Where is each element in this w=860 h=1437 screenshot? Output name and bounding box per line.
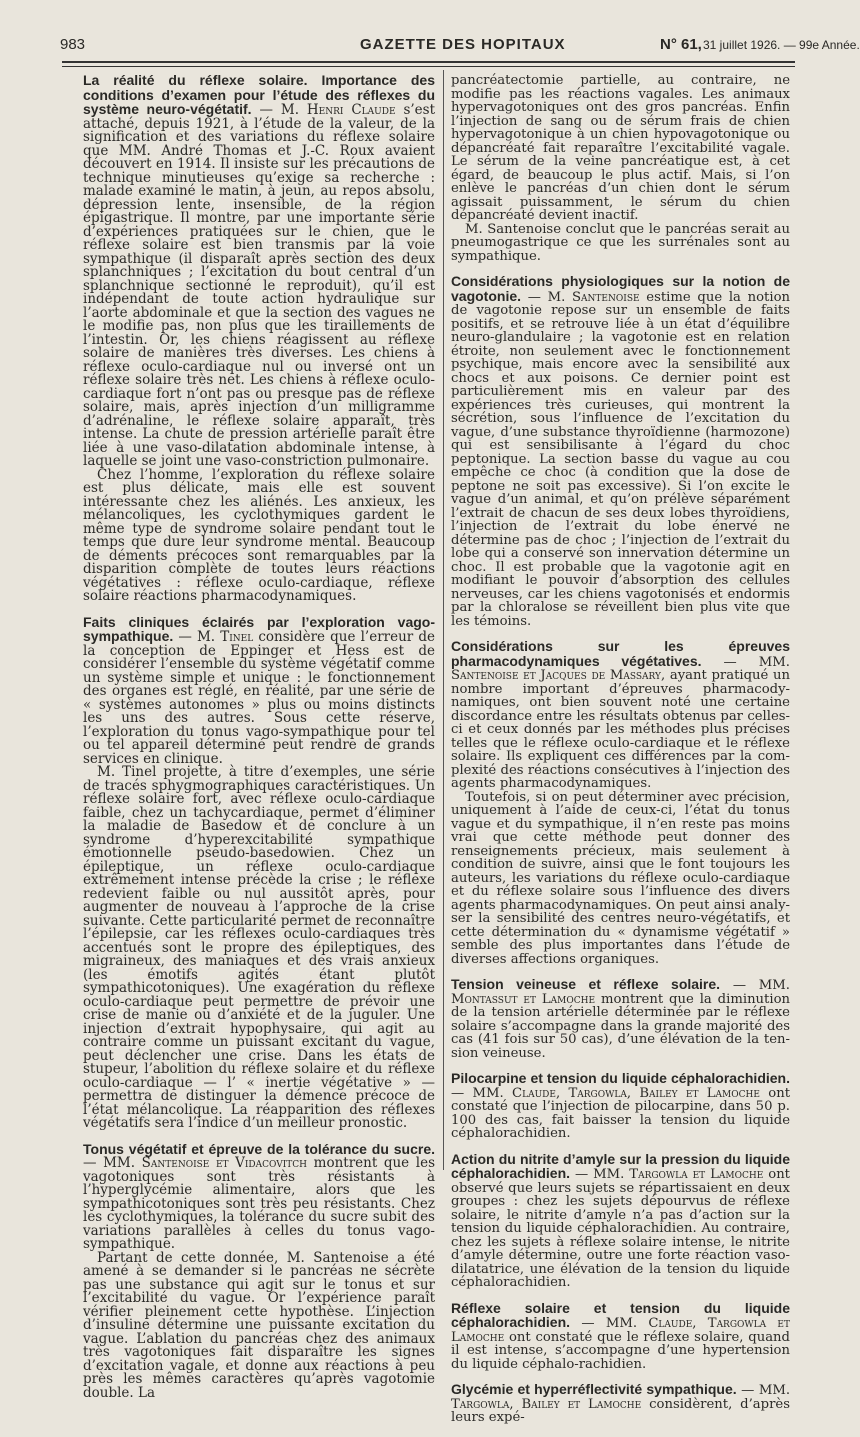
journal-title: GAZETTE DES HOPITAUX (360, 36, 566, 53)
article-reflexe-tension: Réflexe solaire et tension du liquide céphalorachidien. — MM. Claude, Targowla et Lamoche ont constaté que le réflexe solaire, quand il est intense, s’accompagne d’une hypertension du liquide céphalo-rachidien. (451, 1299, 791, 1372)
article-heading: Tension veineuse et réflexe solaire. (451, 976, 721, 992)
article-text: considèrent, d’après leurs expé- (451, 1396, 790, 1425)
left-column (83, 74, 435, 1412)
article-author: M. Henri Claude (280, 102, 396, 118)
article-text: montrent que les vagotoniques sont très résistants à l’hyperglycémie alimentaire, alors que les sympathicotoniques sont très peu résistants. Chez les cyclothymiques, la tolérance du sucre subit des variations parallèles à celles du tonus vago-sympathique. (83, 1155, 435, 1252)
article-text: s’est attaché, depuis 1921, à l’étude de la valeur, de la signification et des variations du réflexe solaire que MM. André Thomas et J.-C. Roux avaient découvert en 1914. Il insiste sur les précautions de technique minutieuses qu’exige sa recherche : malade examiné le matin, à jeun, au repos absolu, dépression lente, insensible, de la région épigastrique. Il montre, par une importante série d’expériences pratiquées sur le chien, que le réflexe solaire est bien transmis par la voie sympathique (il disparaît après section des deux splanchniques ; l’excitation du bout central d’un splanchnique sectionné le reproduit), qu’il est indépendant de toute action hydraulique sur l’aorte abdominale et que la section des vagues ne le modifie pas, non plus que les tiraillements de l’intestin. Or, les chiens réagissent au réflexe solaire de manières très diverses. Les chiens à réflexe oculo-cardiaque nul ou inversé ont un réflexe solaire très net. Les chiens à réflexe oculo-cardiaque fort n’ont pas ou presque pas de réflexe solaire, mais, après injection d’un milligramme d’adrénaline, le réflexe solaire apparaît, très intense. La chute de pression artérielle paraît être liée à une vaso-dilatation abdominale intense, à laquelle se joint une vaso-constriction pulmonaire. (83, 102, 435, 469)
article-text: estime que la notion de vagotonie repose sur un ensemble de faits positifs, et se retrouve liée à un état d’équilibre neuro-glandulaire ; la vagotonie est en relation étroite, non seulement avec le fonctionnement psychique, mais encore avec la sensibilité aux chocs et aux poisons. Ce dernier point est particulièrement mis en valeur par des expériences très curieuses, qui montrent la sécrétion, sous l’influence de l’excitation du vague, d’une substance thyroïdienne (harmozone) qui est sensibilisante à l’égard du choc peptonique. La section basse du vague au cou empêche ce choc (à condition que la dose de peptone ne soit pas excessive). Si l’on excite le vague d’un animal, et qu’on prélève séparément l’extrait de chacun de ses deux lobes thyroïdiens, l’injection de l’extrait du lobe énervé ne détermine pas de choc ; l’injection de l’extrait du lobe qui a conservé son innervation détermine un choc. Il est probable que la vagotonie agit en modifiant le pouvoir d’absorption des cellules nerveuses, car les chiens vagotonisés et endormis par la chloralose se réveillent bien plus vite que les témoins. (451, 289, 790, 629)
article-text: ont constaté que l’injection de pilocarpine, dans 50 p. 100 des cas, fait baisser la tension du liquide céphalorachidien. (451, 1085, 790, 1141)
article-faits-cliniques: Faits cliniques éclairés par l’exploration vago-sympathique. — M. Tinel considère que l’erreur de la conception de Eppinger et Hess est de considérer l’ensemble du système végétatif comme un système simple et unique : le fonctionnement des organes est réglé, en réalité, par une série de « systèmes autonomes » plus ou moins distincts les uns des autres. Sous cette réserve, l’exploration du tonus vago-sympathique pour tel ou tel appareil déterminé peut rendre de grands services en clinique. M. Tinel projette, à titre d’exemples, une série de tracés sphygmographiques caractéristiques. Un réflexe solaire fort, avec réflexe oculo-cardiaque faible, chez un tachycardiaque, permet d’éliminer la maladie de Basedow et de conclure à un syndrome d’hyperexcitabilité sympathique émotionnelle pseudo-basedowien. Chez un épileptique, un réflexe oculo-cardiaque extrêmement intense précède la crise ; le réflexe redevient faible ou nul aussitôt après, pour augmenter de nouveau à l’approche de la crise suivante. Cette particularité permet de reconnaître l’épilepsie, car les réflexes oculo-cardiaques très accentués sont le propre des épileptiques, des migraineux, des maniaques et des vrais anxieux (les émotifs agités étant plutôt sympathicotoniques). Une exagération du réflexe oculo-cardiaque peut permettre de prévoir une crise de manie ou d’anxiété et de la juguler. Une injection d’extrait hypophysaire, qui agit au contraire comme un puissant excitant du vague, peut déclencher une crise. Dans les états de stupeur, l’abolition du réflexe solaire et du réflexe oculo-cardiaque — l’ « inertie végétative » — permettra de distinguer la démence précoce de l’état mélancolique. La réapparition des réflexes végétatifs sera l’indice d’un meilleur pronostic. (83, 613, 436, 1131)
article-heading: Pilocarpine et tension du liquide céphalorachidien. (451, 1070, 790, 1086)
article-heading: La réalité du réflexe solaire. Importance des conditions d’examen pour l’étude des réflexes du système neuro-végétatif. (83, 72, 435, 117)
article-author: MM. Santenoise et Vidacovitch (103, 1155, 308, 1171)
page-number: 983 (60, 36, 86, 53)
article-author: MM. Claude, Targowla et Lamoche (451, 1316, 791, 1345)
article-author: MM. Montassut et Lamoche (451, 978, 790, 1007)
article-paragraph: pancréatectomie partielle, au contraire, ne modifie pas les réactions vagales. Les animaux hypervagotoniques ont des gros pancréas. Enfin l’injection de sang ou de sérum frais de chien hypervagotonique à un chien hypovagotonique ou dépancréaté fait reparaître l’excitabilité vagale. Le sérum de la veine pancréatique est, à cet égard, de beaucoup le plus actif. Mais, si l’on enlève le pancréas d’un chien dont le sérum agissait puissamment, le sérum du chien dépancréaté devient inactif. (451, 73, 790, 223)
article-continuation (451, 74, 790, 263)
header-rule-thick (62, 61, 795, 63)
article-paragraph: Partant de cette donnée, M. Santenoise a été amené à se demander si le pancréas ne sécrète pas une substance qui agit sur le tonus et sur l’excitabilité du vague. Or l’expérience paraît vérifier pleinement cette hypothèse. L’injection d’insuline détermine une puissante excitation du vague. L’ablation du pancréas chez des animaux très vagotoniques fait disparaître les signes d’excitation vagale, et donne aux réactions à peu près les mêmes caractères qu’après vagotomie double. La (83, 1249, 435, 1401)
article-paragraph: Chez l’homme, l’exploration du réflexe solaire est plus délicate, mais elle est souvent intéressante chez les aliénés. Les anxieux, les mélancoliques, les cyclothymiques gardent le même type de syndrome solaire pendant tout le temps que dure leur syndrome mental. Beaucoup de déments précoces sont remarquables par la disparition complète de toutes leurs réactions végétatives : réflexe oculo-cardiaque, réflexe solaire réactions pharmacodynamiques. (83, 466, 435, 604)
article-heading: Tonus végétatif et épreuve de la tolérance du sucre. (83, 1140, 435, 1157)
article-paragraph: M. Santenoise conclut que le pancréas serait au pneumogastrique ce que les surrénales sont au sympathique. (451, 221, 790, 264)
article-tonus-vegetatif: Tonus végétatif et épreuve de la tolérance du sucre. — MM. Santenoise et Vidacovitch montrent que les vagotoniques sont très résistants à l’hyperglycémie alimentaire, alors que les sympathicotoniques sont très peu résistants. Chez les cyclothymiques, la tolérance du sucre subit des variations parallèles à celles du tonus vago-sympathique. Partant de cette donnée, M. Santenoise a été amené à se demander si le pancréas ne sécrète pas une substance qui agit sur le tonus et sur l’excitabilité du vague. Or l’expérience paraît vérifier pleinement cette hypothèse. L’injection d’insuline détermine une puissante excitation du vague. L’ablation du pancréas chez des animaux très vagotoniques fait disparaître les signes d’excitation vagale, et donne aux réactions à peu près les mêmes caractères qu’après vagotomie double. La (83, 1140, 435, 1401)
article-nitrite-amyle: Action du nitrite d’amyle sur la pression du liquide céphalorachidien. — MM. Targowla et Lamoche ont observé que leurs sujets se répartissaient en deux groupes : chez les sujets dépourvus de réflexe solaire, le nitrite d’amyle n’a pas d’action sur la tension du liquide céphalorachidien. Au contraire, chez les sujets à réflexe solaire intense, le nitrite d’amyle détermine, outre une forte réaction vaso-dilatatrice, une élévation de la tension du liquide céphalorachidien. (451, 1150, 790, 1290)
column-divider (443, 70, 444, 1170)
article-heading: Glycémie et hyperréflectivité sympathique. (451, 1381, 737, 1397)
issue-date: 31 juillet 1926. — 99e Année. (703, 38, 860, 52)
header-rule-thin (62, 66, 795, 67)
article-paragraph: Toutefois, si on peut déterminer avec précision, uniquement à l’aide de ceux-ci, l’état du tonus vague et du sympathique, il n’en reste pas moins vrai que cette méthode peut donner des renseignements précieux, mais seulement à condition de suivre, ainsi que le font toujours les auteurs, les variations du réflexe oculo-cardiaque et du réflexe solaire sous l’influence des divers agents pharmacodynamiques. On peut ainsi analyser la sensibilité des centres neuro-végétatifs, et cette détermination du « dynamisme végétatif » semble des plus importantes dans l’étude de diverses affections organiques. (451, 789, 790, 967)
issue-number: N° 61, (660, 36, 702, 53)
article-text: ont observé que leurs sujets se répartissaient en deux groupes : chez les sujets dépourvus de réflexe solaire, le nitrite d’amyle n’a pas d’action sur la tension du liquide céphalorachidien. Au contraire, chez les sujets à réflexe solaire intense, le nitrite d’amyle détermine, outre une forte réaction vaso-dilatatrice, une élévation de la tension du liquide céphalorachidien. (451, 1167, 790, 1290)
article-text: montrent que la diminution de la tension artérielle déterminée par le réflexe solaire s’accompagne dans la grande majorité des cas (41 fois sur 50 cas), d’une élévation de la tension veineuse. (451, 991, 791, 1061)
article-tension-veineuse: Tension veineuse et réflexe solaire. — MM. Montassut et Lamoche montrent que la diminution de la tension artérielle déterminée par le réflexe solaire s’accompagne dans la grande majorité des cas (41 fois sur 50 cas), d’une élévation de la tension veineuse. (451, 976, 791, 1061)
article-vagotonie: Considérations physiologiques sur la notion de vagotonie. — M. Santenoise estime que la notion de vagotonie repose sur un ensemble de faits positifs, et se retrouve liée à un état d’équilibre neuro-glandulaire ; la vagotonie est en relation étroite, non seulement avec le fonctionnement psychique, mais encore avec la sensibilité aux chocs et aux poisons. Ce dernier point est particulièrement mis en valeur par des expériences très curieuses, qui montrent la sécrétion, sous l’influence de l’excitation du vague, d’une substance thyroïdienne (harmozone) qui est sensibilisante à l’égard du choc peptonique. La section basse du vague au cou empêche ce choc (à condition que la dose de peptone ne soit pas excessive). Si l’on excite le vague d’un animal, et qu’on prélève séparément l’extrait de chacun de ses deux lobes thyroïdiens, l’injection de l’extrait du lobe énervé ne détermine pas de choc ; l’injection de l’extrait du lobe qui a conservé son innervation détermine un choc. Il est probable que la vagotonie agit en modifiant le pouvoir d’absorption des cellules nerveuses, car les chiens vagotonisés et endormis par la chloralose se réveillent bien plus vite que les témoins. (451, 273, 790, 629)
article-author: MM. Santenoise et Jacques de Massary, (451, 654, 790, 683)
article-text: considère que l’erreur de la conception de Eppinger et Hess est de considérer l’ensemble du système végétatif comme un système simple et unique : le fonctionnement des organes est réglé, en réalité, par une série de « systèmes autonomes » plus ou moins distincts les uns des autres. Sous cette réserve, l’exploration du tonus vago-sympathique pour tel ou tel appareil déterminé peut rendre de grands services en clinique. (83, 629, 435, 767)
article-author: M. Tinel (196, 629, 254, 645)
article-author: MM. Claude, Targowla, Bailey et Lamoche (472, 1085, 760, 1101)
article-heading: Réflexe solaire et tension du liquide céphalorachidien. (451, 1299, 790, 1330)
article-reflexe-solaire: La réalité du réflexe solaire. Importance des conditions d’examen pour l’étude des réflexes du système neuro-végétatif. — M. Henri Claude s’est attaché, depuis 1921, à l’étude de la valeur, de la signification et des variations du réflexe solaire que MM. André Thomas et J.-C. Roux avaient découvert en 1914. Il insiste sur les précautions de technique minutieuses qu’exige sa recherche : malade examiné le matin, à jeun, au repos absolu, dépression lente, insensible, de la région épigastrique. Il montre, par une importante série d’expériences pratiquées sur le chien, que le réflexe solaire est bien transmis par la voie sympathique (il disparaît après section des deux splanchniques ; l’excitation du bout central d’un splanchnique sectionné le reproduit), qu’il est indépendant de toute action hydraulique sur l’aorte abdominale et que la section des vagues ne le modifie pas, non plus que les tiraillements de l’intestin. Or, les chiens réagissent au réflexe solaire de manières très diverses. Les chiens à réflexe oculo-cardiaque nul ou inversé ont un réflexe solaire très net. Les chiens à réflexe oculo-cardiaque fort n’ont pas ou presque pas de réflexe solaire, mais, après injection d’un milligramme d’adrénaline, le réflexe solaire apparaît, très intense. La chute de pression artérielle paraît être liée à une vaso-dilatation abdominale intense, à laquelle se joint une vaso-constriction pulmonaire. Chez l’homme, l’exploration du réflexe solaire est plus délicate, mais elle est souvent intéressante chez les aliénés. Les anxieux, les mélancoliques, les cyclothymiques gardent le même type de syndrome solaire pendant tout le temps que dure leur syndrome mental. Beaucoup de déments précoces sont remarquables par la disparition complète de toutes leurs réactions végétatives : réflexe oculo-cardiaque, réflexe solaire réactions pharmacodynamiques. (83, 72, 435, 604)
article-author: MM. Targowla, Bailey et Lamoche (451, 1383, 791, 1412)
article-glycemie: Glycémie et hyperréflectivité sympathique. — MM. Targowla, Bailey et Lamoche considèrent, d’après leurs expé- (451, 1381, 791, 1425)
article-heading: Faits cliniques éclairés par l’exploration vago-sympathique. (83, 613, 435, 644)
article-heading: Considérations physiologiques sur la notion de vagotonie. (451, 273, 790, 304)
article-pharmacodynamiques: Considérations sur les épreuves pharmacodynamiques végétatives. — MM. Santenoise et Jacques de Massary, ayant pratiqué un nombre important d’épreuves pharmacodynamiques, ont bien souvent noté une certaine discordance entre les résultats obtenus par celles-ci et ceux donnés par les méthodes plus précises telles que le réflexe oculo-cardiaque et le réflexe solaire. Ils expliquent ces différences par la complexité des réactions consécutives à l’injection des agents pharmacodynamiques. Toutefois, si on peut déterminer avec précision, uniquement à l’aide de ceux-ci, l’état du tonus vague et du sympathique, il n’en reste pas moins vrai que cette méthode peut donner des renseignements précieux, mais seulement à condition de suivre, ainsi que le font toujours les auteurs, les variations du réflexe oculo-cardiaque et du réflexe solaire sous l’influence des divers agents pharmacodynamiques. On peut ainsi analyser la sensibilité des centres neuro-végétatifs, et cette détermination du « dynamisme végétatif » semble des plus importantes dans l’étude de diverses affections organiques. (451, 638, 790, 967)
right-column (451, 74, 790, 1437)
article-heading: Action du nitrite d’amyle sur la pression du liquide céphalorachidien. (451, 1150, 790, 1181)
article-paragraph: M. Tinel projette, à titre d’exemples, une série de tracés sphygmographiques caractéristiques. Un réflexe solaire fort, avec réflexe oculo-cardiaque faible, chez un tachycardiaque, permet d’éliminer la maladie de Basedow et de conclure à un syndrome d’hyperexcitabilité sympathique émotionnelle pseudo-basedowien. Chez un épileptique, un réflexe oculo-cardiaque extrêmement intense précède la crise ; le réflexe redevient faible ou nul aussitôt après, pour augmenter de nouveau à l’approche de la crise suivante. Cette particularité permet de reconnaître l’épilepsie, car les réflexes oculo-cardiaques très accentués sont le propre des épileptiques, des migraineux, des maniaques et des vrais anxieux (les émotifs agités étant plutôt sympathicotoniques). Une exagération du réflexe oculo-cardiaque peut permettre de prévoir une crise de manie ou d’anxiété et de la juguler. Une injection d’extrait hypophysaire, qui agit au contraire comme un puissant excitant du vague, peut déclencher une crise. Dans les états de stupeur, l’abolition du réflexe solaire et du réflexe oculo-cardiaque — l’ « inertie végétative » — permettra de distinguer la démence précoce de l’état mélancolique. La réapparition des réflexes végétatifs sera l’indice d’un meilleur pronostic. (83, 764, 436, 1131)
article-text: ont constaté que le réflexe solaire, quand il est intense, s’accompagne d’une hypertension du liquide céphalo-rachidien. (451, 1329, 790, 1372)
article-pilocarpine: Pilocarpine et tension du liquide céphalorachidien. — MM. Claude, Targowla, Bailey et Lamoche ont constaté que l’injection de pilocarpine, dans 50 p. 100 des cas, fait baisser la tension du liquide céphalorachidien. (451, 1070, 790, 1141)
article-author: M. Santenoise (547, 289, 640, 305)
article-text: ayant pratiqué un nombre important d’épreuves pharmacodynamiques, ont bien souvent noté une certaine discordance entre les résultats obtenus par celles-ci et ceux donnés par les méthodes plus précises telles que le réflexe oculo-cardiaque et le réflexe solaire. Ils expliquent ces différences par la complexité des réactions consécutives à l’injection des agents pharmacodynamiques. (451, 668, 790, 791)
running-header (60, 30, 860, 56)
article-author: MM. Targowla et Lamoche (593, 1167, 764, 1182)
article-heading: Considérations sur les épreuves pharmacodynamiques végétatives. (451, 638, 790, 669)
